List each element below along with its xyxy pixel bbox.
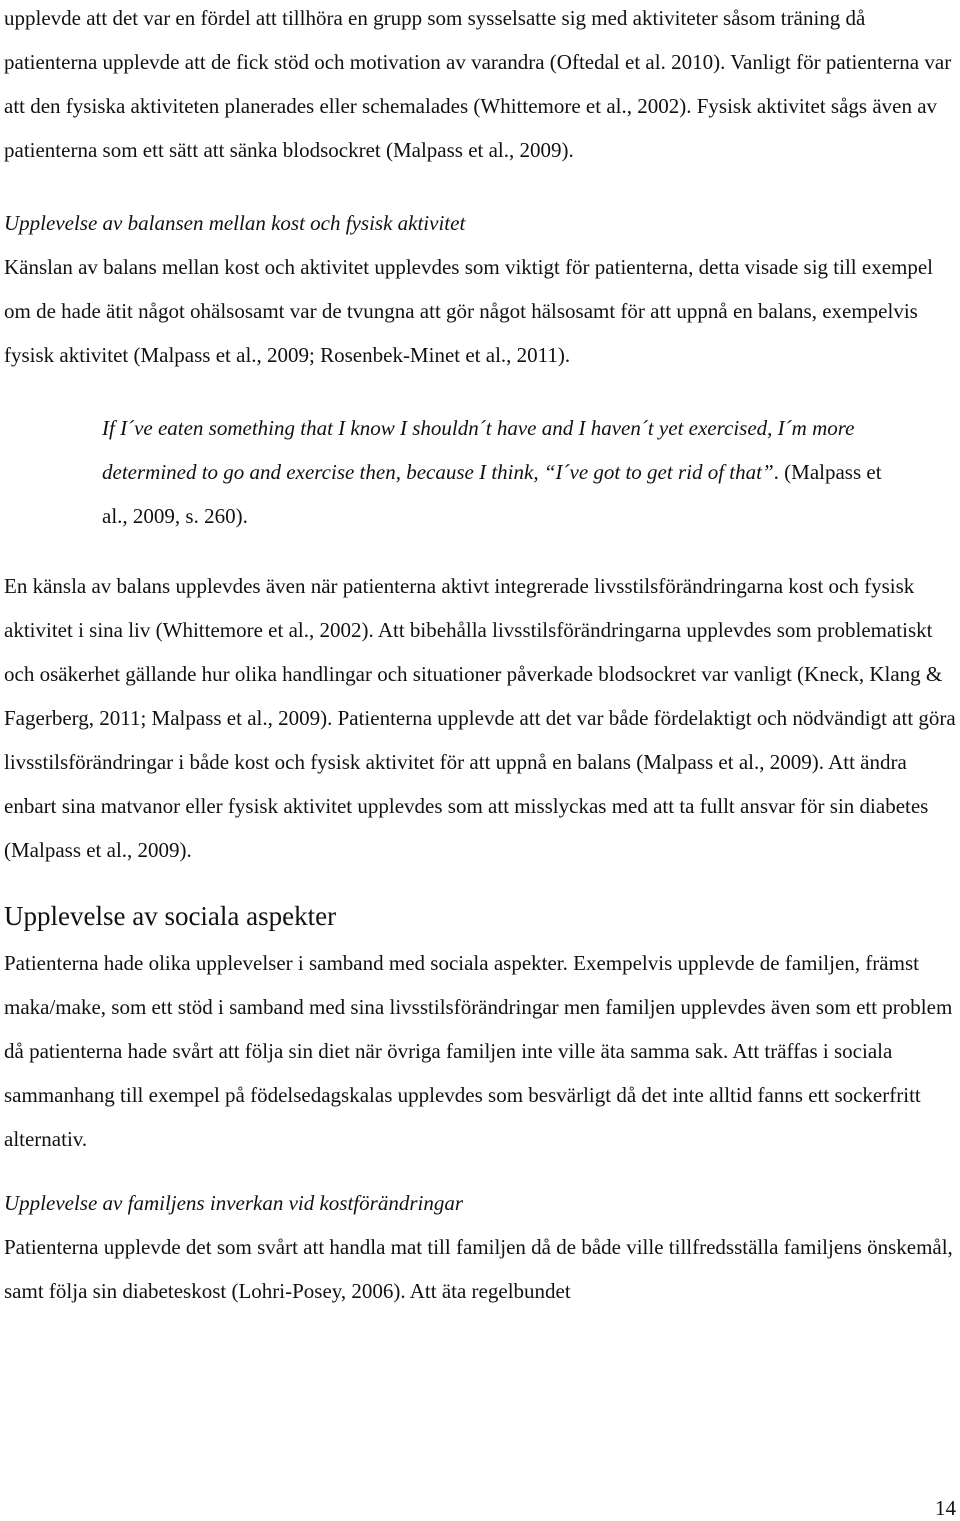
page-number: 14 xyxy=(935,1496,956,1520)
subheading-balance: Upplevelse av balansen mellan kost och fysisk aktivitet xyxy=(4,211,466,235)
paragraph-lifestyle-changes: En känsla av balans upplevdes även när patienterna aktivt integrerade livsstilsförändringarna kost och fysisk aktivitet i sina liv (Whittemore et al., 2002). Att bibehålla livsstilsförändringarna upplevdes som problematiskt och osäkerhet gällande hur olika handlingar och situationer påverkade blodsockret var vanligt (Kneck, Klang & Fagerberg, 2011; Malpass et al., 2009). Patienterna upplevde att det var både fördelaktigt och nödvändigt att göra livsstilsförändringar i både kost och fysisk aktivitet för att uppnå en balans (Malpass et al., 2009). Att ändra enbart sina matvanor eller fysisk aktivitet upplevdes som att misslyckas med att ta fullt ansvar för sin diabetes (Malpass et al., 2009). xyxy=(4,574,956,862)
paragraph-exercise-support: upplevde att det var en fördel att tillhöra en grupp som sysselsatte sig med aktiviteter såsom träning då patienterna upplevde att de fick stöd och motivation av varandra (Oftedal et al. 2010). Vanligt för patienterna var att den fysiska aktiviteten planerades eller schemalades (Whittemore et al., 2002). Fysisk aktivitet sågs även av patienterna som ett sätt att sänka blodsockret (Malpass et al., 2009). xyxy=(4,6,952,162)
subheading-family-influence: Upplevelse av familjens inverkan vid kostförändringar xyxy=(4,1191,463,1215)
quote-citation: . (Malpass et al., 2009, s. 260). xyxy=(102,460,882,528)
paragraph-social-aspects: Patienterna hade olika upplevelser i samband med sociala aspekter. Exempelvis upplevde de familjen, främst maka/make, som ett stöd i samband med sina livsstilsförändringar men familjen upplevdes även som ett problem då patienterna hade svårt att följa sin diet när övriga familjen inte ville äta samma sak. Att träffas i sociala sammanhang till exempel på födelsedagskalas upplevdes som besvärligt då det inte alltid fanns ett sockerfritt alternativ. xyxy=(4,951,953,1151)
paragraph-balance: Känslan av balans mellan kost och aktivitet upplevdes som viktigt för patienterna, detta visade sig till exempel om de hade ätit något ohälsosamt var de tvungna att gör något hälsosamt för att uppnå en balans, exempelvis fysisk aktivitet (Malpass et al., 2009; Rosenbek-Minet et al., 2011). xyxy=(4,255,934,367)
heading-social-aspects: Upplevelse av sociala aspekter xyxy=(4,901,337,931)
block-quote xyxy=(102,406,882,538)
paragraph-family-influence: Patienterna upplevde det som svårt att handla mat till familjen då de både ville tillfredsställa familjens önskemål, samt följa sin diabeteskost (Lohri-Posey, 2006). Att äta regelbundet xyxy=(4,1235,953,1303)
document-page xyxy=(4,0,958,1313)
quote-text: If I´ve eaten something that I know I shouldn´t have and I haven´t yet exercised, I´m more determined to go and exercise then, because I think, “I´ve got to get rid of that” xyxy=(102,416,855,484)
